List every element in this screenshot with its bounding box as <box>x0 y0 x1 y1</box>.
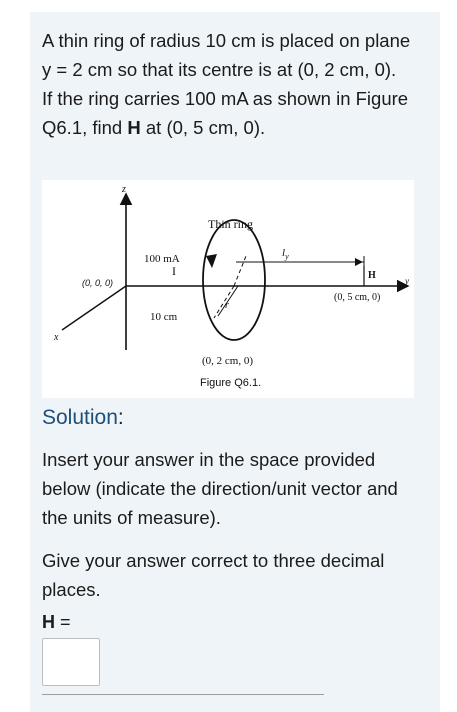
label-current-I: I <box>172 264 176 278</box>
answer-label: H = <box>42 612 71 632</box>
label-point: (0, 5 cm, 0) <box>334 292 381 303</box>
label-z: z <box>122 184 126 195</box>
label-current: 100 mA <box>144 253 180 265</box>
label-radius: 10 cm <box>150 311 178 323</box>
label-thin-ring: Thin ring <box>208 217 253 231</box>
label-origin: (0, 0, 0) <box>82 278 114 288</box>
solution-instructions <box>42 445 422 618</box>
label-H: H <box>368 270 376 281</box>
radius-line-upper <box>234 256 246 286</box>
instruction-decimal-places: Give your answer correct to three decimal places. <box>42 550 385 600</box>
label-x: x <box>54 332 59 343</box>
divider <box>42 694 324 695</box>
radius-line-lower <box>214 286 234 318</box>
x-axis <box>62 286 126 330</box>
vector-h: H <box>127 117 141 138</box>
label-centre: (0, 2 cm, 0) <box>202 355 254 367</box>
answer-input[interactable] <box>42 638 100 686</box>
instruction-direction-units: Insert your answer in the space provided below (indicate the direction/unit vector and the units of measure). <box>42 449 398 528</box>
figure-q6-1 <box>42 180 414 398</box>
figure-caption: Figure Q6.1. <box>200 377 262 389</box>
thin-ring <box>203 220 265 340</box>
question-line-1: A thin ring of radius 10 cm is placed on plane y = 2 cm so that its centre is at (0, 2 cm, 0). <box>42 30 411 80</box>
current-arrow <box>206 254 217 268</box>
label-ly: $l_y$ <box>282 247 289 261</box>
question-line-2: If the ring carries 100 mA as shown in Figure Q6.1, find H at (0, 5 cm, 0). <box>42 88 409 138</box>
question-text <box>42 26 422 142</box>
label-r: r <box>225 300 229 311</box>
solution-heading: Solution: <box>42 406 124 429</box>
label-y: y <box>405 276 409 286</box>
ring-diagram <box>42 180 414 398</box>
